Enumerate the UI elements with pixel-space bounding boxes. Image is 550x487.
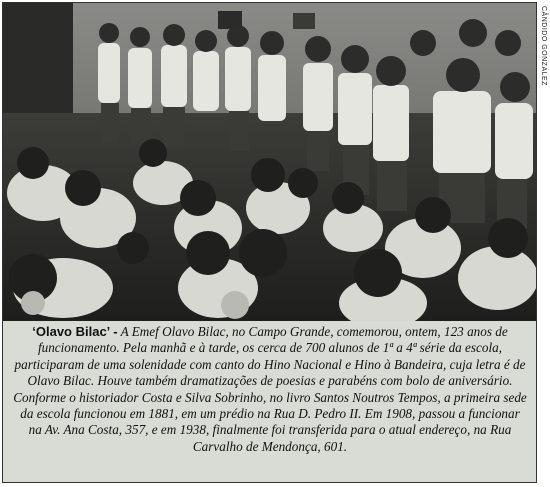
photo-caption <box>13 324 527 455</box>
photo-credit <box>538 6 548 126</box>
photo-credit-text: CÂNDIDO GONZALEZ <box>540 6 547 86</box>
news-photo-frame <box>2 2 537 483</box>
caption-lead: ‘Olavo Bilac’ - <box>32 324 118 339</box>
caption-body: A Emef Olavo Bilac, no Campo Grande, comemorou, ontem, 123 anos de funcionamento. Pela manhã e à tarde, os cerca de 700 alunos de 1ª a 4ª série da escola, participaram de uma solenidade com canto do Hino Nacional e Hino à Bandeira, cuja letra é de Olavo Bilac. Houve também dramatizações de poesias e parabéns com bolo de aniversário. Conforme o historiador Costa e Silva Sobrinho, no livro Santos Noutros Tempos, a primeira sede da escola funcionou em 1881, em um prédio na Rua D. Pedro II. Em 1908, passou a funcionar na Av. Ana Costa, 357, e em 1938, finalmente foi transferida para o atual endereço, na Rua Carvalho de Mendonça, 601. <box>13 324 527 454</box>
school-ceremony-photo <box>3 3 536 321</box>
photo-illustration <box>3 3 536 321</box>
